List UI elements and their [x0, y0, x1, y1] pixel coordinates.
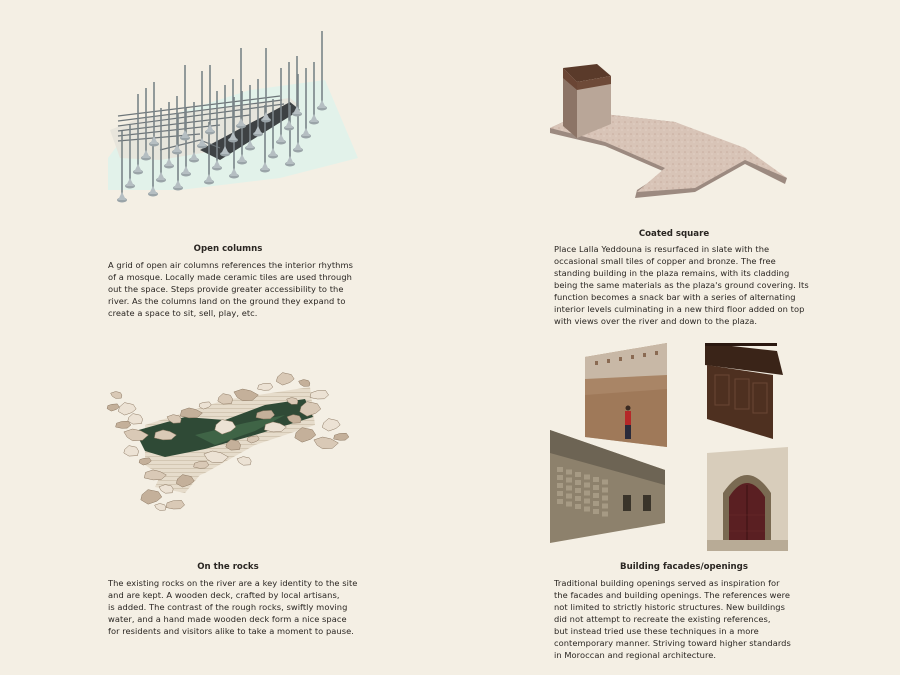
facade-block: [602, 488, 608, 493]
rock: [118, 403, 136, 416]
text-line: interior levels culminating in a new third floor added on top: [554, 304, 805, 314]
text-line: did not attempt to recreate the existing references,: [554, 614, 771, 624]
wall-photo: [585, 343, 667, 447]
text-line: but instead tried use these techniques in a more: [554, 626, 759, 636]
text-line: is added. The contrast of the rough rocks, swiftly moving: [108, 602, 348, 612]
facade-block: [566, 494, 572, 499]
text-line: standing building in the plaza remains, with its cladding: [554, 268, 790, 278]
text-line: out the space. Steps provide greater accessibility to the: [108, 284, 344, 294]
rock: [258, 383, 273, 390]
facade-block: [593, 477, 599, 482]
text-line: with views over the river and down to the plaza.: [554, 316, 758, 326]
person-figure: [625, 411, 631, 425]
rock: [159, 485, 173, 494]
rock: [322, 419, 340, 432]
text-line: The existing rocks on the river are a key identity to the site: [108, 578, 358, 588]
on-the-rocks-panel: [105, 365, 355, 515]
open-columns-panel: [100, 40, 380, 210]
on-the-rocks-illustration: [105, 365, 355, 515]
facade-block: [584, 491, 590, 496]
rock: [107, 404, 119, 411]
facade-block: [584, 483, 590, 488]
arched-door-photo: [707, 447, 788, 551]
text-line: and are kept. A wooden deck, crafted by local artisans,: [108, 590, 340, 600]
text-line: of a mosque. Locally made ceramic tiles are used through: [108, 272, 352, 282]
rock: [218, 394, 233, 405]
coated-square-illustration: [545, 60, 795, 200]
text-line: river. As the columns land on the ground they expand to: [108, 296, 346, 306]
text-line: water, and a hand made wooden deck form a nice space: [108, 614, 347, 624]
text-line: being the same materials as the plaza's ground covering. Its: [554, 280, 809, 290]
text-line: create a space to sit, sell, play, etc.: [108, 308, 258, 318]
rock: [128, 414, 143, 425]
facade-block: [593, 501, 599, 506]
coated-square-text: [554, 243, 844, 327]
text-line: Place Lalla Yeddouna is resurfaced in slate with the: [554, 244, 770, 254]
text-line: not limited to strictly historic structures. New buildings: [554, 602, 785, 612]
rock: [116, 421, 131, 428]
facade-block: [566, 486, 572, 491]
text-line: in Moroccan and regional architecture.: [554, 650, 717, 660]
on-the-rocks-title: On the rocks: [197, 562, 259, 572]
facade-block: [557, 467, 563, 472]
facade-block: [566, 470, 572, 475]
rock: [155, 504, 166, 511]
open-columns-title: Open columns: [193, 244, 263, 254]
coated-square-title: Coated square: [638, 229, 710, 239]
facade-block: [575, 472, 581, 477]
facade-block: [602, 480, 608, 485]
facade-block: [602, 512, 608, 517]
open-columns-illustration: [100, 40, 380, 210]
facades-text: [554, 577, 844, 661]
rock: [334, 433, 349, 440]
facade-block: [593, 493, 599, 498]
facade-block: [584, 499, 590, 504]
rock: [141, 490, 162, 505]
rock: [310, 390, 329, 399]
facade-block: [584, 507, 590, 512]
rock: [111, 392, 122, 399]
text-line: Traditional building openings served as inspiration for: [554, 578, 780, 588]
rock: [124, 446, 139, 457]
text-line: the facades and building openings. The references were: [554, 590, 791, 600]
text-line: occasional small tiles of copper and bronze. The free: [554, 256, 776, 266]
rock: [166, 500, 185, 509]
facade-block: [557, 499, 563, 504]
facade-block: [584, 475, 590, 480]
facade-block: [566, 478, 572, 483]
rock: [276, 373, 294, 386]
facades-illustration: [545, 335, 795, 555]
text-line: A grid of open air columns references the interior rhythms: [108, 260, 353, 270]
facade-block: [557, 491, 563, 496]
facade-block: [575, 488, 581, 493]
text-line: function becomes a snack bar with a series of alternating: [554, 292, 796, 302]
text-line: contemporary manner. Striving toward higher standards: [554, 638, 791, 648]
facade-block: [593, 485, 599, 490]
facade-block: [575, 504, 581, 509]
stone-facade-photo: [550, 430, 665, 543]
coated-square-panel: [545, 60, 795, 200]
on-the-rocks-text: [108, 577, 378, 637]
facade-block: [575, 496, 581, 501]
facades-title: Building facades/openings: [620, 562, 748, 572]
rock: [299, 380, 310, 387]
facade-block: [602, 496, 608, 501]
facade-block: [593, 509, 599, 514]
text-line: for residents and visitors alike to take a moment to pause.: [108, 626, 354, 636]
facades-panel: [545, 335, 795, 555]
rock: [237, 457, 251, 466]
open-columns-text: [108, 259, 368, 319]
facade-block: [602, 504, 608, 509]
facade-block: [566, 502, 572, 507]
facade-block: [557, 475, 563, 480]
mashrabiya-photo: [705, 343, 783, 439]
facade-block: [557, 483, 563, 488]
facade-block: [575, 480, 581, 485]
